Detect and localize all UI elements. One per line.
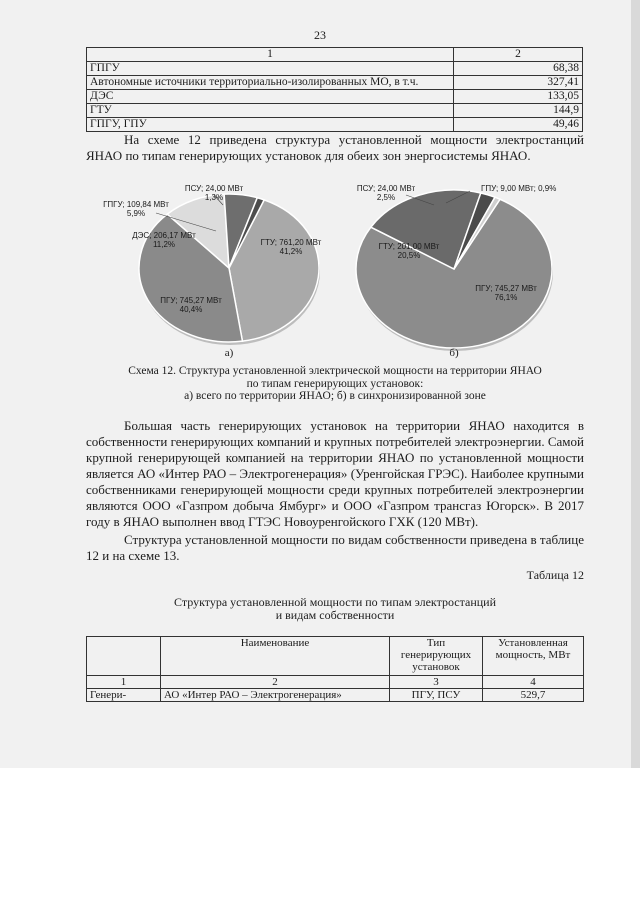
table-cell-value: 133,05 (454, 90, 583, 104)
table-header-cell: Наименование (161, 637, 390, 676)
pie-slice-label: ГТУ; 201,00 МВт 20,5% (378, 242, 440, 260)
table-row (87, 104, 583, 118)
ownership-table (86, 636, 584, 702)
table-title-line: и видам собственности (275, 607, 395, 622)
table-header-cell: Установленная мощность, МВт (483, 637, 584, 676)
caption-line: Схема 12. Структура установленной электрической мощности на территории ЯНАО (128, 365, 542, 377)
table-cell-value: 68,38 (454, 62, 583, 76)
table-cell-name: Автономные источники территориально-изолированных МО, в т.ч. (87, 76, 454, 90)
table-cell: 1 (87, 676, 161, 689)
pie-slice-label: ГПГУ; 109,84 МВт 5,9% (103, 200, 169, 218)
structure-paragraph: Структура установленной мощности по видам собственности приведена в таблице 12 и на схеме 13. (86, 532, 584, 563)
table-row (87, 118, 583, 132)
pie-slice-label: ГТУ; 761,20 МВт 41,2% (260, 238, 322, 256)
table-row (87, 689, 584, 702)
table-cell: ПГУ, ПСУ (390, 689, 483, 702)
table-header-row (87, 637, 584, 676)
caption-line: по типам генерирующих установок: (246, 377, 424, 390)
pie-slice-label: ПГУ; 745,27 МВт 40,4% (160, 296, 222, 314)
table-title-line: Структура установленной мощности по типам электростанций (173, 595, 497, 609)
table-cell-name: ГТУ (87, 104, 454, 118)
pie-charts (86, 183, 586, 363)
table-header-cell (87, 637, 161, 676)
table-label: Таблица 12 (526, 568, 584, 582)
table-cell-value: 49,46 (454, 118, 583, 132)
pie-slice-label: ПСУ; 24,00 МВт 2,5% (356, 184, 416, 202)
table-title (86, 596, 584, 621)
table-cell: АО «Интер РАО – Электрогенерация» (161, 689, 390, 702)
pie-slice-label: ГПУ; 9,00 МВт; 0,9% (481, 184, 557, 193)
page-edge-shadow (631, 0, 640, 768)
figure-caption (86, 365, 584, 403)
table-number-row (87, 676, 584, 689)
ownership-paragraph: Большая часть генерирующих установок на территории ЯНАО находится в собственности генерирующих компаний и крупных потребителей электроэнергии. Самой крупной генерирующей компанией на территории ЯНАО по установленной мощности является АО «Интер РАО – Электрогенерация» (Уренгойская ГРЭС). Наиболее крупными собственниками генерирующей мощности среди крупных потребителей электроэнергии являются ООО «Газпром добыча Ямбург» и ООО «Газпром трансгаз Югорск». В 2017 году в ЯНАО выполнен ввод ГТЭС Новоуренгойского ГХК (120 МВт). (86, 418, 584, 529)
pie-slice-label: ПСУ; 24,00 МВт 1,3% (184, 184, 244, 202)
table-header-cell: 2 (454, 48, 583, 62)
capacity-table (86, 47, 583, 132)
table-cell: 4 (483, 676, 584, 689)
table-cell-value: 144,9 (454, 104, 583, 118)
table-row (87, 76, 583, 90)
page-number: 23 (314, 28, 326, 42)
table-cell: 2 (161, 676, 390, 689)
table-row (87, 90, 583, 104)
pie-slice-label: ПГУ; 745,27 МВт 76,1% (475, 284, 537, 302)
table-header-cell: Тип генерирующих установок (390, 637, 483, 676)
table-header-cell: 1 (87, 48, 454, 62)
pie-slice-label: ДЭС; 206,17 МВт 11,2% (132, 231, 196, 249)
table-cell-value: 327,41 (454, 76, 583, 90)
table-cell: 529,7 (483, 689, 584, 702)
pie-panel-label: а) (224, 347, 234, 359)
intro-paragraph: На схеме 12 приведена структура установленной мощности электростанций ЯНАО по типам генерирующих установок для обеих зон энергосистемы ЯНАО. (86, 132, 584, 163)
table-cell: 3 (390, 676, 483, 689)
pie-panel-label: б) (449, 347, 459, 359)
table-row (87, 62, 583, 76)
table-cell-name: ГПГУ (87, 62, 454, 76)
table-header-row (87, 48, 583, 62)
caption-line: а) всего по территории ЯНАО; б) в синхронизированной зоне (184, 390, 486, 402)
table-cell-name: ДЭС (87, 90, 454, 104)
table-cell: Генери- (87, 689, 161, 702)
table-cell-name: ГПГУ, ГПУ (87, 118, 454, 132)
